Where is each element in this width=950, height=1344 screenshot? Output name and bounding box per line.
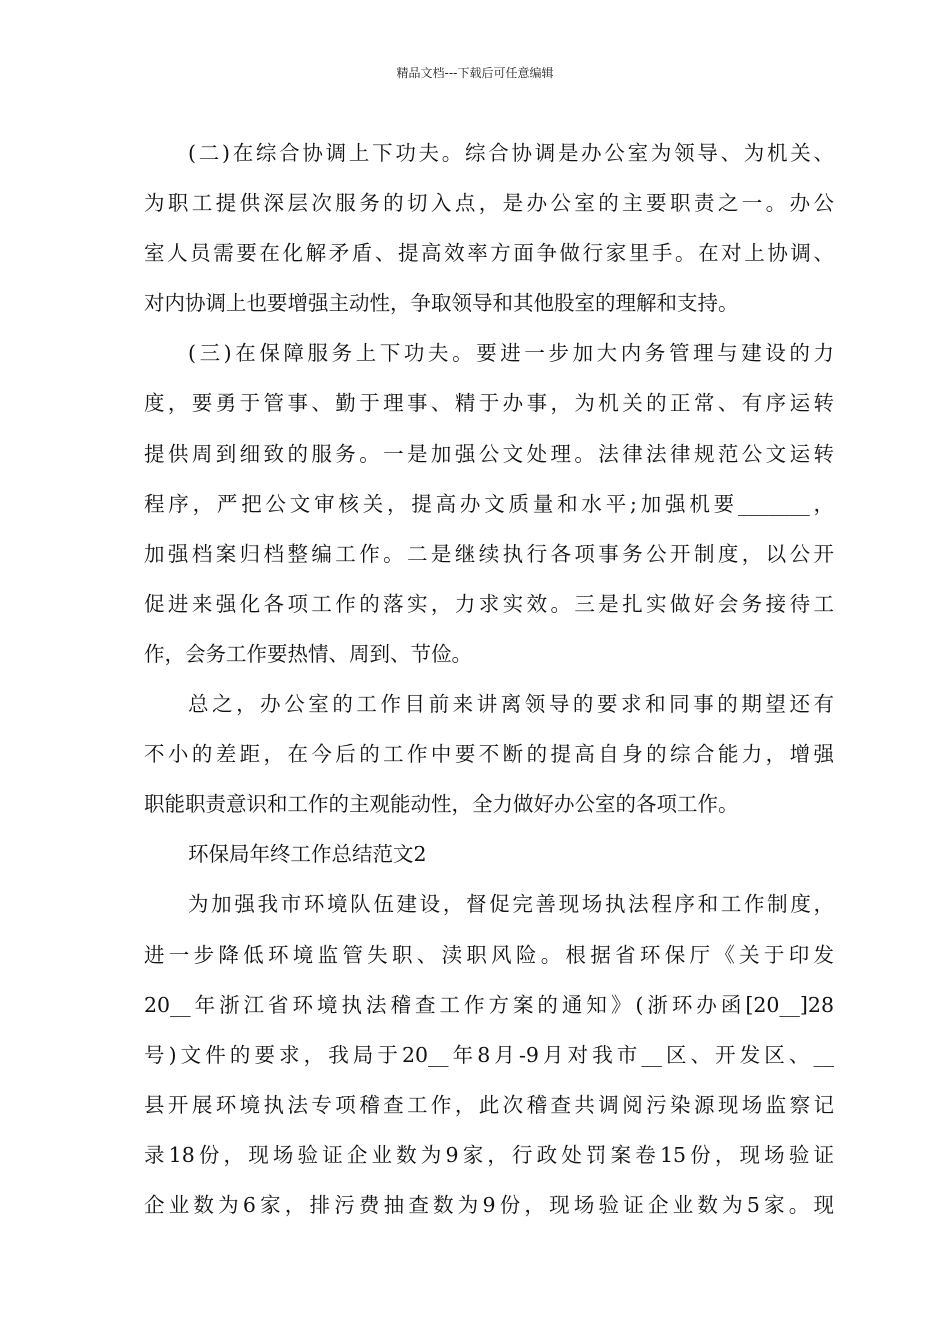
section-heading: 环保局年终工作总结范文2 xyxy=(188,842,427,867)
page-header: 精品文档---下载后可任意编辑 xyxy=(396,66,554,80)
text-line: 县开展环境执法专项稽查工作，此次稽查共调阅污染源现场监察记 xyxy=(144,1092,834,1117)
document-body xyxy=(144,128,834,1230)
text-line: 对内协调上也要增强主动性，争取领导和其他股室的理解和支持。 xyxy=(144,291,739,316)
text-line: 企业数为6家，排污费抽查数为9份，现场验证企业数为5家。现 xyxy=(144,1192,834,1217)
text-line: 总之，办公室的工作目前来讲离领导的要求和同事的期望还有 xyxy=(188,692,834,717)
text-line: 号)文件的要求，我局于20__年8月-9月对我市__区、开发区、__ xyxy=(144,1042,834,1067)
text-line: 职能职责意识和工作的主观能动性，全力做好办公室的各项工作。 xyxy=(144,792,739,817)
text-line: (三)在保障服务上下功夫。要进一步加大内务管理与建设的力 xyxy=(188,341,834,366)
text-line: 不小的差距，在今后的工作中要不断的提高自身的综合能力，增强 xyxy=(144,742,834,767)
text-line: 作，会务工作要热情、周到、节俭。 xyxy=(144,641,472,666)
text-line: 为职工提供深层次服务的切入点，是办公室的主要职责之一。办公 xyxy=(144,191,834,216)
text-line: 程序，严把公文审核关，提高办文质量和水平;加强机要_______， xyxy=(144,491,834,516)
text-line: 20__年浙江省环境执法稽查工作方案的通知》(浙环办函[20__]28 xyxy=(144,992,834,1017)
text-line: 为加强我市环境队伍建设，督促完善现场执法程序和工作制度， xyxy=(188,892,834,917)
text-line: (二)在综合协调上下功夫。综合协调是办公室为领导、为机关、 xyxy=(188,141,834,165)
text-line: 度，要勇于管事、勤于理事、精于办事，为机关的正常、有序运转 xyxy=(144,391,834,416)
text-line: 录18份，现场验证企业数为9家，行政处罚案卷15份，现场验证 xyxy=(144,1142,834,1167)
text-line: 室人员需要在化解矛盾、提高效率方面争做行家里手。在对上协调、 xyxy=(144,241,834,266)
text-line: 促进来强化各项工作的落实，力求实效。三是扎实做好会务接待工 xyxy=(144,591,834,616)
text-line: 提供周到细致的服务。一是加强公文处理。法律法律规范公文运转 xyxy=(144,441,834,466)
text-line: 进一步降低环境监管失职、渎职风险。根据省环保厅《关于印发 xyxy=(144,942,834,967)
text-line: 加强档案归档整编工作。二是继续执行各项事务公开制度，以公开 xyxy=(144,541,834,566)
